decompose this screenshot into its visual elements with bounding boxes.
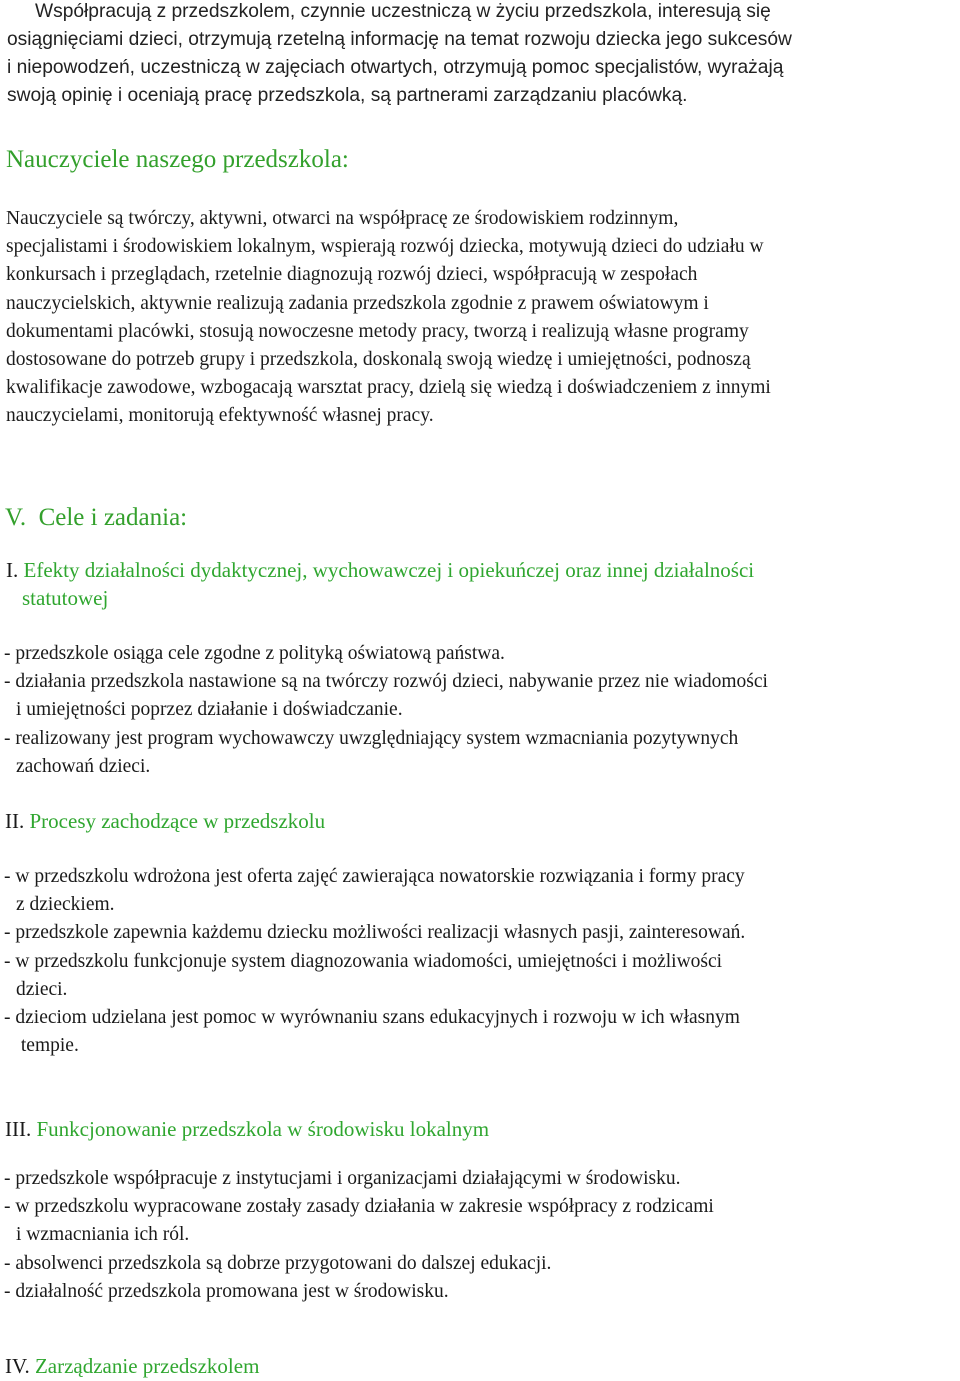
section-2-list (4, 863, 958, 1060)
list-item (4, 1250, 958, 1278)
list-item-text: - przedszkole współpracuje z instytucjami i organizacjami działającymi w środowisku. (4, 1168, 681, 1189)
list-item-text: tempie. (16, 1035, 79, 1057)
list-item-text: i wzmacniania ich ról. (16, 1224, 190, 1246)
list-item-text: z dzieckiem. (16, 894, 115, 916)
section-4-heading (5, 1352, 259, 1380)
section-4-title: Zarządzanie przedszkolem (29, 1354, 260, 1378)
section-1-list (4, 640, 958, 781)
section-1-number: I. (6, 558, 19, 582)
list-item (4, 948, 958, 1004)
section-4-number: IV. (5, 1354, 30, 1378)
section-3-title: Funkcjonowanie przedszkola w środowisku lokalnym (31, 1117, 490, 1141)
list-item (4, 640, 958, 668)
section-3-heading (5, 1115, 489, 1143)
list-item-text: - przedszkole osiąga cele zgodne z polityką oświatową państwa. (4, 643, 505, 664)
intro-line: i niepowodzeń, uczestniczą w zajęciach otwartych, otrzymują pomoc specjalistów, wyrażają (7, 57, 784, 78)
teachers-paragraph (6, 205, 958, 431)
list-item-text: - absolwenci przedszkola są dobrze przygotowani do dalszej edukacji. (4, 1252, 552, 1274)
teachers-line: dokumentami placówki, stosują nowoczesne metody pracy, tworzą i realizują własne programy (6, 320, 749, 342)
list-item-text: - w przedszkolu wdrożona jest oferta zajęć zawierająca nowatorskie rozwiązania i formy pracy (4, 866, 745, 887)
list-item-text: - realizowany jest program wychowawczy uwzględniający system wzmacniania pozytywnych (4, 727, 739, 749)
list-item (4, 919, 958, 947)
list-item-text: dzieci. (16, 978, 68, 1000)
list-item-text: - działania przedszkola nastawione są na twórczy rozwój dzieci, nabywanie przez nie wiadomości (4, 671, 768, 693)
section-3-number: III. (5, 1117, 32, 1141)
list-item (4, 1193, 958, 1249)
teachers-line: konkursach i przeglądach, rzetelnie diagnozują rozwój dzieci, współpracują w zespołach (6, 264, 698, 286)
list-item (4, 1278, 958, 1306)
teachers-line: dostosowane do potrzeb grupy i przedszkola, doskonalą swoją wiedzę i umiejętności, podnoszą (6, 349, 751, 371)
teachers-line: nauczycielskich, aktywnie realizują zadania przedszkola zgodnie z prawem oświatowym i (6, 292, 709, 314)
section-2-title: Procesy zachodzące w przedszkolu (24, 809, 326, 833)
section-1-heading (6, 556, 754, 584)
section-2-heading (5, 807, 325, 835)
teachers-line: nauczycielami, monitorują efektywność własnej pracy. (6, 405, 434, 427)
list-item (4, 863, 958, 919)
list-item (4, 1004, 958, 1060)
list-item-text: - dzieciom udzielana jest pomoc w wyrównaniu szans edukacyjnych i rozwoju w ich własnym (4, 1007, 740, 1029)
list-item-text: - w przedszkolu funkcjonuje system diagnozowania wiadomości, umiejętności i możliwości (4, 950, 723, 972)
list-item (4, 1165, 958, 1193)
list-item-text: i umiejętności poprzez działanie i doświadczanie. (16, 699, 403, 721)
list-item (4, 725, 958, 781)
section-1-heading-line-2: statutowej (22, 586, 109, 610)
teachers-line: Nauczyciele są twórczy, aktywni, otwarci na współpracę ze środowiskiem rodzinnym, (6, 208, 679, 229)
section-3-list (4, 1165, 958, 1306)
intro-line: Współpracują z przedszkolem, czynnie uczestniczą w życiu przedszkola, interesują się (35, 1, 771, 22)
intro-line: osiągnięciami dzieci, otrzymują rzetelną informację na temat rozwoju dziecka jego sukcesów (7, 29, 792, 50)
teachers-heading: Nauczyciele naszego przedszkola: (6, 146, 349, 173)
intro-line: swoją opinię i oceniają pracę przedszkola, są partnerami zarządzaniu placówką. (7, 85, 688, 106)
teachers-line: kwalifikacje zawodowe, wzbogacają warsztat pracy, dzielą się wiedzą i doświadczeniem z innymi (6, 377, 771, 399)
list-item-text: - przedszkole zapewnia każdemu dziecku możliwości realizacji własnych pasji, zainteresowań. (4, 922, 746, 944)
intro-paragraph (7, 0, 957, 110)
list-item-text: - działalność przedszkola promowana jest w środowisku. (4, 1280, 449, 1302)
list-item (4, 668, 958, 724)
teachers-line: specjalistami i środowiskiem lokalnym, wspierają rozwój dziecka, motywują dzieci do udziału w (6, 236, 764, 258)
goals-heading: V. Cele i zadania: (5, 504, 188, 531)
list-item-text: zachowań dzieci. (16, 755, 151, 777)
section-1-title: Efekty działalności dydaktycznej, wychowawczej i opiekuńczej oraz innej działalności (18, 558, 755, 582)
list-item-text: - w przedszkolu wypracowane zostały zasady działania w zakresie współpracy z rodzicami (4, 1196, 714, 1218)
section-2-number: II. (5, 809, 25, 833)
